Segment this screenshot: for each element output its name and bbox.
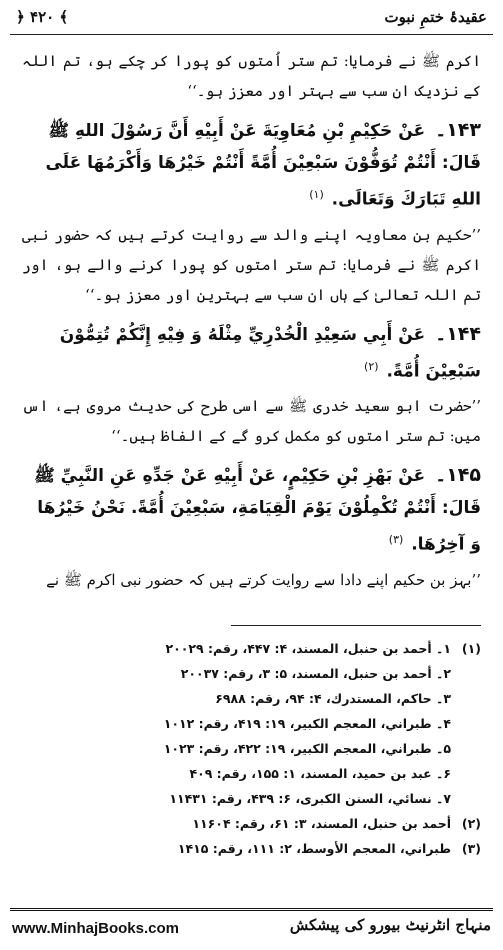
footnote-line [70, 761, 481, 786]
citation: ۷۔ نسائي، السنن الكبرى، ۶: ۴۳۹، رقم: ۱۱۴۳۱ [169, 791, 451, 806]
publisher-credit: منہاج انٹرنیٹ بیورو کی پیشکش [289, 916, 491, 934]
arabic-text: عَنْ حَكِيْمِ بْنِ مُعَاوِيَةَ عَنْ أَبِيْهِ أَنَّ رَسُوْلَ اللهِ ﷺ قَالَ: أَنْتُمْ تُوَفُّوْنَ سَبْعِيْنَ أُمَّةً أَنْتُمْ خَيْرُهَا وَأَكْرَمُهَا عَلَى اللهِ تَبَارَكَ وَتَعَالَى. [45, 121, 481, 210]
page-number: ﴿ ۴۲۰ ﴾ [16, 8, 69, 26]
footnote-line [70, 711, 481, 736]
footnote-line [70, 836, 481, 861]
running-title: عقیدۂ ختمِ نبوت [384, 8, 487, 26]
footnote-3 [70, 836, 481, 861]
main-text [22, 46, 481, 603]
hadith-144 [22, 318, 481, 452]
citation: ۲۔ أحمد بن حنبل، المسند، ۵: ۳، رقم: ۲۰۰۳۷ [180, 666, 451, 681]
hadith-arabic-text [22, 459, 481, 561]
footnote-line [70, 811, 481, 836]
footnote-ref: (۱) [309, 188, 324, 201]
footnote-mark: (۳) [461, 841, 481, 856]
hadith-arabic-text [22, 114, 481, 216]
footnote-divider [231, 625, 481, 626]
footnote-mark: (۱) [461, 641, 481, 656]
footnotes [70, 636, 481, 861]
footnote-line [70, 786, 481, 811]
hadith-arabic-text [22, 318, 481, 388]
citation: ۳۔ حاكم، المستدرك، ۴: ۹۴، رقم: ۶۹۸۸ [215, 691, 451, 706]
footnote-1 [70, 636, 481, 811]
footnote-line [70, 636, 481, 661]
arabic-text: عَنْ بَهْزِ بْنِ حَكِيْمٍ، عَنْ أَبِيْهِ عَنْ جَدِّهِ عَنِ النَّبِيِّ ﷺ قَالَ: أَنْتُمْ تُكْمِلُوْنَ يَوْمَ الْقِيَامَةِ، سَبْعِيْنَ أُمَّةً. نَحْنُ خَيْرُهَا وَ آخِرُهَا. [34, 466, 481, 555]
footnote-line [70, 686, 481, 711]
footnote-line [70, 661, 481, 686]
citation: ۱۔ أحمد بن حنبل، المسند، ۴: ۴۴۷، رقم: ۲۰۰۲۹ [165, 641, 451, 656]
hadith-145 [22, 459, 481, 595]
hadith-translation: ’’حکیم بن معاویہ اپنے والد سے روایت کرتے ہیں کہ حضور نبی اکرم ﷺ نے فرمایا: تم ستر امتوں کو پورا کرنے والے ہو، اور تم اللہ تعالیٰ کے ہاں ان سب سے بہترین اور معزز ہو۔‘‘ [22, 225, 481, 304]
hadith-translation: ’’حضرت ابو سعید خدری ﷺ سے اسی طرح کی حدیث مروی ہے، اس میں: تم ستر امتوں کو مکمل کرو گے کے الفاظ ہیں۔‘‘ [22, 397, 481, 446]
hadith-translation: ’’بہز بن حکیم اپنے دادا سے روایت کرتے ہیں کہ حضور نبی اکرم ﷺ نے [46, 570, 481, 589]
citation: طبراني، المعجم الأوسط، ۲: ۱۱۱، رقم: ۱۴۱۵ [177, 841, 451, 856]
footnote-2 [70, 811, 481, 836]
header-divider [10, 34, 493, 35]
footer-divider [10, 908, 493, 911]
footnote-ref: (۳) [388, 533, 404, 547]
citation: أحمد بن حنبل، المسند، ۳: ۶۱، رقم: ۱۱۶۰۴ [192, 816, 451, 831]
intro-paragraph: اکرم ﷺ نے فرمایا: تم ستر اُمتوں کو پورا کر چکے ہو، تم اللہ کے نزدیک ان سب سے بہتر اور معزز ہو۔‘‘ [22, 52, 481, 100]
hadith-143 [22, 114, 481, 310]
hadith-number: ۱۴۴۔ [435, 322, 481, 345]
footnote-mark: (۲) [461, 816, 481, 831]
page-header [10, 6, 493, 32]
citation: ۶۔ عبد بن حميد، المسند، ۱: ۱۵۵، رقم: ۴۰۹ [189, 766, 451, 781]
website-link[interactable]: www.MinhajBooks.com [12, 920, 179, 937]
hadith-number: ۱۴۳۔ [435, 119, 481, 141]
footnote-line [70, 736, 481, 761]
footnote-ref: (۲) [364, 359, 379, 373]
hadith-number: ۱۴۵۔ [435, 464, 481, 487]
citation: ۵۔ طبراني، المعجم الكبير، ۱۹: ۴۲۲، رقم: ۱۰۲۳ [163, 741, 451, 756]
arabic-text: عَنْ أَبِي سَعِيْدِ الْخُدْرِيِّ مِثْلَهُ وَ فِيْهِ إِنَّكُمْ تُتِمُّوْنَ سَبْعِيْنَ أُمَّةً. [59, 324, 481, 382]
citation: ۴۔ طبراني، المعجم الكبير، ۱۹: ۴۱۹، رقم: ۱۰۱۲ [163, 716, 451, 731]
